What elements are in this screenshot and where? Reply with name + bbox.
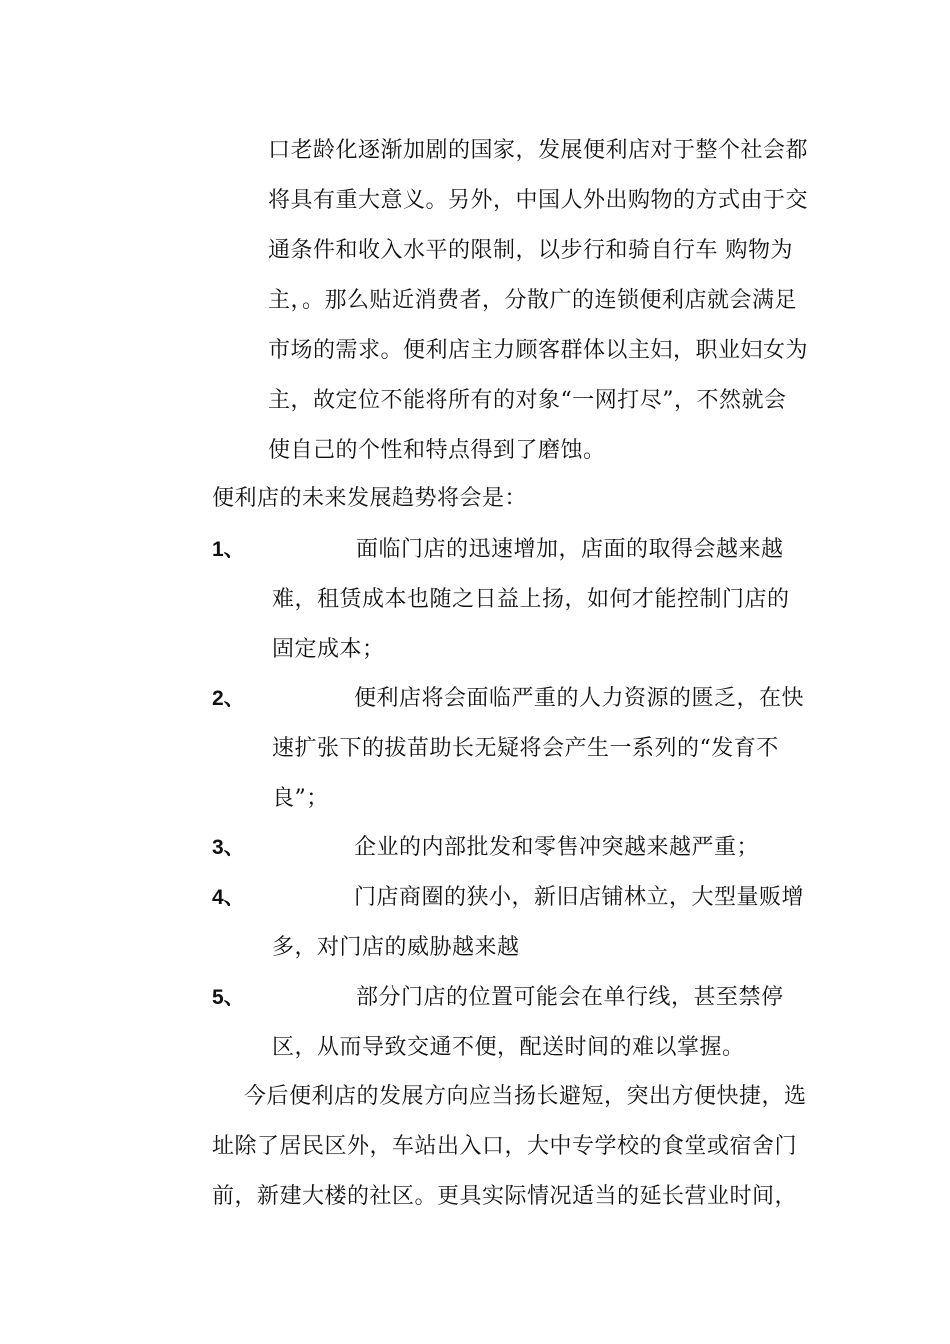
intro-line: 口老龄化逐渐加剧的国家，发展便利店对于整个社会都	[268, 138, 809, 163]
intro-line: 通条件和收入水平的限制，以步行和骑自行车 购物为	[268, 238, 793, 263]
list-item-line: 企业的内部批发和零售冲突越来越严重；	[354, 835, 760, 860]
list-item-number: 1、	[212, 538, 245, 561]
list-item-number: 2、	[212, 687, 245, 710]
list-item-line: 固定成本；	[272, 637, 385, 662]
list-item-line: 面临门店的迅速增加，店面的取得会越来越	[356, 537, 784, 562]
list-item-line: 良”；	[272, 786, 329, 811]
list-item-number: 4、	[212, 886, 245, 909]
list-item-line: 难，租赁成本也随之日益上扬，如何才能控制门店的	[272, 587, 790, 612]
list-item-line: 部分门店的位置可能会在单行线，甚至禁停	[356, 985, 784, 1010]
trends-heading: 便利店的未来发展趋势将会是：	[212, 486, 528, 511]
list-item-line: 速扩张下的拔苗助长无疑将会产生一系列的“发育不	[272, 736, 779, 761]
intro-line: 主，故定位不能将所有的对象“一网打尽”，不然就会	[268, 388, 787, 413]
list-item-line: 便利店将会面临严重的人力资源的匮乏，在快	[354, 686, 805, 711]
list-item-number: 3、	[212, 836, 245, 859]
list-item-number: 5、	[212, 986, 245, 1009]
list-item-line: 多，对门店的威胁越来越	[272, 935, 520, 960]
closing-line: 址除了居民区外，车站出入口，大中专学校的食堂或宿舍门	[212, 1134, 798, 1159]
list-item-line: 门店商圈的狭小，新旧店铺林立，大型量贩增	[354, 885, 805, 910]
intro-line: 将具有重大意义。另外，中国人外出购物的方式由于交	[268, 188, 809, 213]
intro-line: 主，。那么贴近消费者，分散广的连锁便利店就会满足	[268, 288, 798, 313]
intro-line: 使自己的个性和特点得到了磨蚀。	[268, 438, 606, 463]
list-item-line: 区，从而导致交通不便，配送时间的难以掌握。	[272, 1035, 745, 1060]
intro-line: 市场的需求。便利店主力顾客群体以主妇，职业妇女为	[268, 338, 809, 363]
closing-line: 前，新建大楼的社区。更具实际情况适当的延长营业时间，	[212, 1184, 798, 1209]
closing-line: 今后便利店的发展方向应当扬长避短，突出方便快捷，选	[244, 1084, 807, 1109]
